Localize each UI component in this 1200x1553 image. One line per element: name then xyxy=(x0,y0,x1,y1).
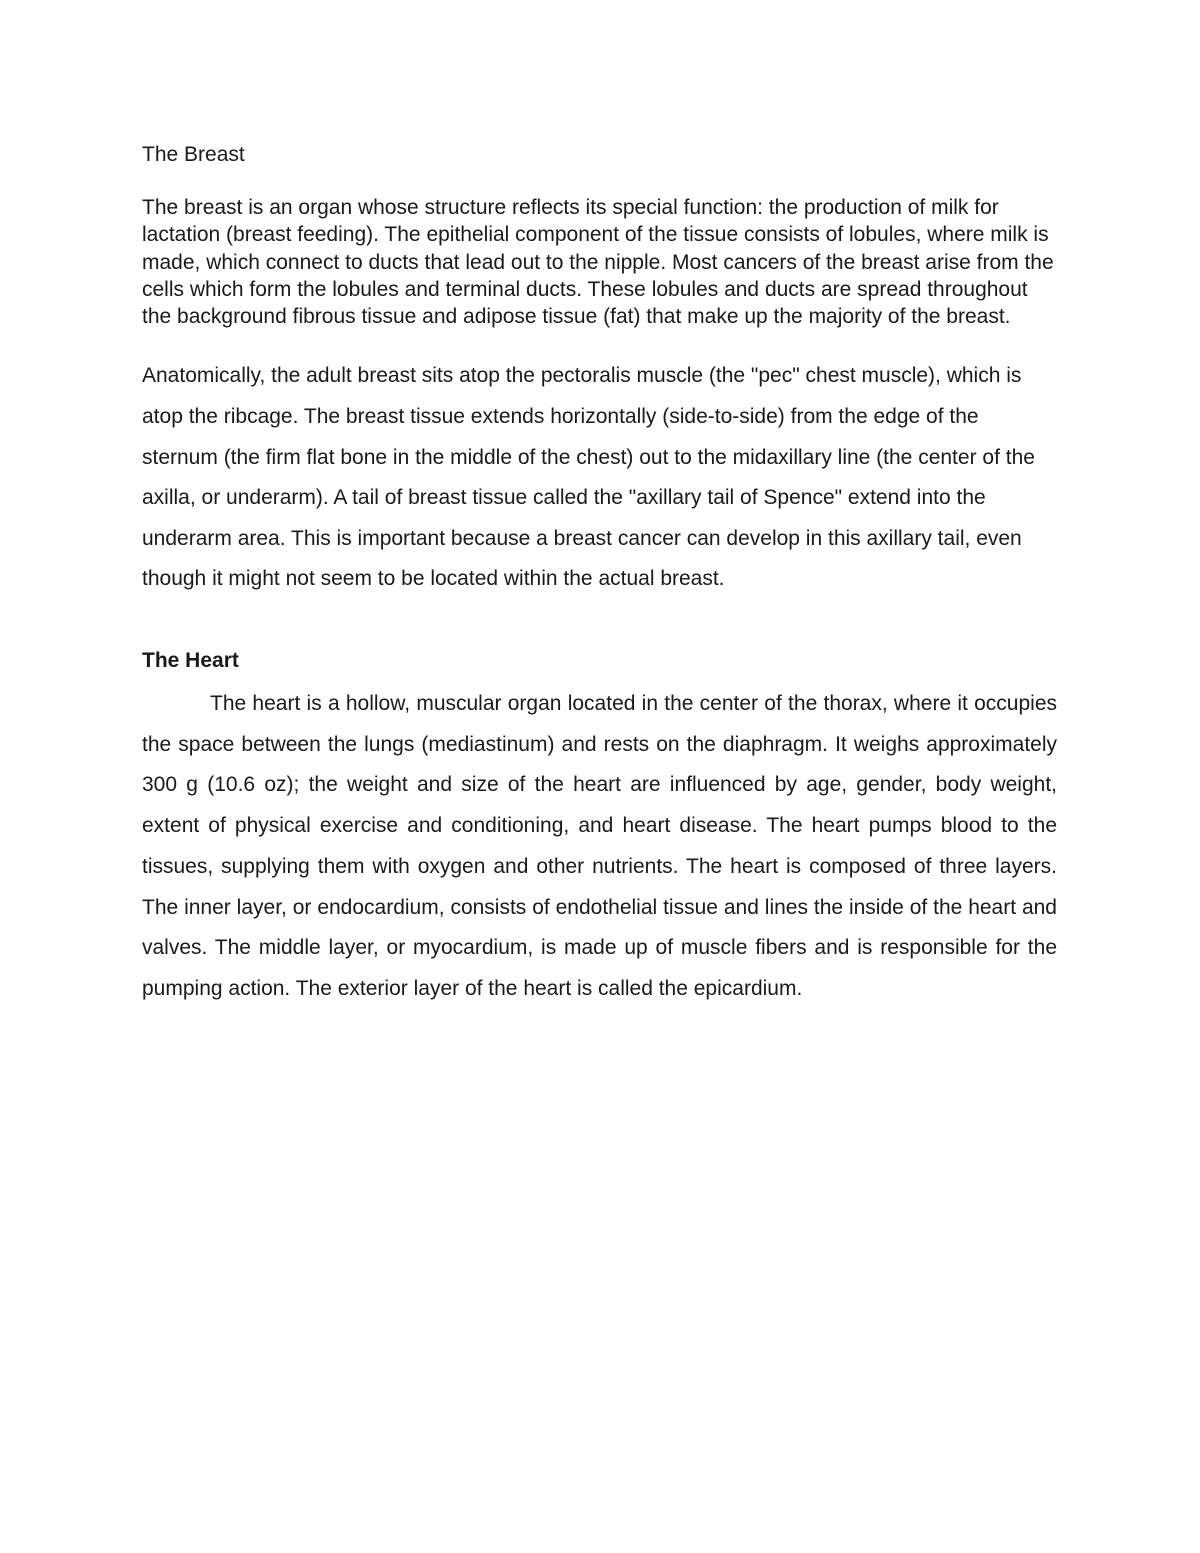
breast-anatomy-paragraph: Anatomically, the adult breast sits atop the pectoralis muscle (the "pec" chest muscle), which is atop the ribcage. The breast tissue extends horizontally (side-to-side) from the edge of the sternum (the firm flat bone in the middle of the chest) out to the midaxillary line (the center of the axilla, or underarm). A tail of breast tissue called the "axillary tail of Spence" extend into the underarm area. This is important because a breast cancer can develop in this axillary tail, even though it might not seem to be located within the actual breast. xyxy=(142,364,1035,591)
document-body xyxy=(142,140,1057,1010)
document-title: The Breast xyxy=(142,143,245,166)
heart-paragraph: The heart is a hollow, muscular organ located in the center of the thorax, where it occupies the space between the lungs (mediastinum) and rests on the diaphragm. It weighs approximately 300 g (10.6 oz); the weight and size of the heart are influenced by age, gender, body weight, extent of physical exercise and conditioning, and heart disease. The heart pumps blood to the tissues, supplying them with oxygen and other nutrients. The heart is composed of three layers. The inner layer, or endocardium, consists of endothelial tissue and lines the inside of the heart and valves. The middle layer, or myocardium, is made up of muscle fibers and is responsible for the pumping action. The exterior layer of the heart is called the epicardium. xyxy=(142,692,1057,1000)
heart-section-heading: The Heart xyxy=(142,649,239,673)
breast-intro-paragraph: The breast is an organ whose structure reflects its special function: the production of milk for lactation (breast feeding). The epithelial component of the tissue consists of lobules, where milk is made, which connect to ducts that lead out to the nipple. Most cancers of the breast arise from the cells which form the lobules and terminal ducts. These lobules and ducts are spread throughout the background fibrous tissue and adipose tissue (fat) that make up the majority of the breast. xyxy=(142,196,1054,329)
